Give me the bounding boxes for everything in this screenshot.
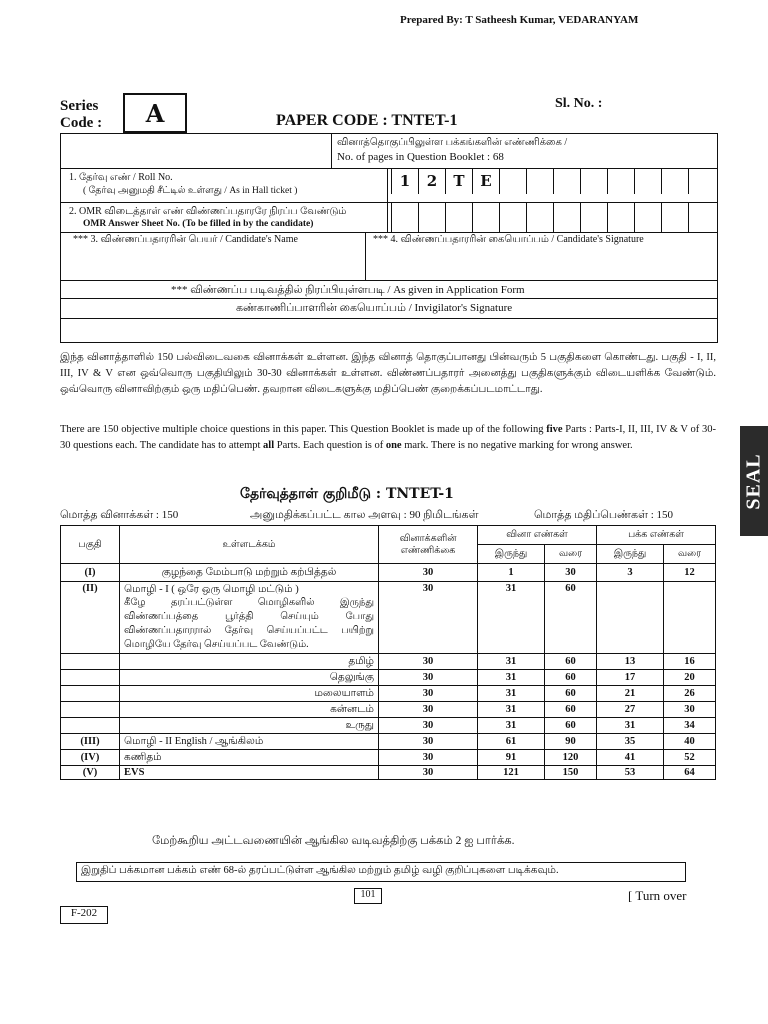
- language-selection-note: கீழே தரப்பட்டுள்ள மொழிகளில் இருந்து விண்ணப்பத்தை பூர்த்தி செய்யும் போது விண்ணப்பதாரரால் தேர்வு செய்யப்பட்ட பயிற்று மொழியே தேர்வு செய்யப்பட வேண்டும்.: [124, 597, 374, 650]
- serial-number-label: Sl. No. :: [555, 96, 603, 111]
- col-part: பகுதி: [61, 526, 120, 564]
- omr-number-cell[interactable]: [472, 202, 499, 232]
- table-row: (V) EVS 30 121 150 53 64: [61, 766, 716, 780]
- as-given-note: *** விண்ணப்ப படிவத்தில் நிரப்பியுள்ளபடி / As given in Application Form: [171, 284, 525, 296]
- table-row: உருது 30 31 60 31 34: [61, 718, 716, 734]
- table-row: தெலுங்கு 30 31 60 17 20: [61, 670, 716, 686]
- omr-number-cell[interactable]: [499, 202, 526, 232]
- col-pages: பக்க எண்கள்: [596, 526, 715, 545]
- omr-number-cell[interactable]: [391, 202, 418, 232]
- last-page-note: இறுதிப் பக்கமான பக்கம் எண் 68-ல் தரப்பட்டுள்ள ஆங்கில மற்றும் தமிழ் வழி குறிப்புகளை படிக்கவும்.: [76, 862, 686, 882]
- col-p-to: வரை: [664, 545, 716, 564]
- pages-count-en: No. of pages in Question Booklet : 68: [337, 151, 504, 163]
- col-count: வினாக்களின் எண்ணிக்கை: [379, 526, 478, 564]
- table-row: கன்னடம் 30 31 60 27 30: [61, 702, 716, 718]
- omr-number-cell[interactable]: [445, 202, 472, 232]
- roll-number-cell[interactable]: [499, 168, 526, 194]
- table-row: (III) மொழி - II English / ஆங்கிலம் 30 61 90 35 40: [61, 734, 716, 750]
- omr-number-cell[interactable]: [688, 202, 715, 232]
- col-p-from: இருந்து: [596, 545, 663, 564]
- prepared-by: Prepared By: T Satheesh Kumar, VEDARANYAM: [400, 14, 639, 26]
- form-code: F-202: [60, 906, 108, 924]
- invigilator-signature-field[interactable]: [61, 318, 717, 342]
- omr-label: 2. OMR விடைத்தாள் எண் விண்ணப்பதாரரே நிரப்ப வேண்டும்: [69, 206, 347, 217]
- total-marks: மொத்த மதிப்பெண்கள் : 150: [534, 509, 674, 521]
- col-content: உள்ளடக்கம்: [120, 526, 379, 564]
- candidate-name-label: *** 3. விண்ணப்பதாரரின் பெயர் / Candidate's Name: [73, 234, 298, 245]
- candidate-details-form: [60, 133, 718, 343]
- table-row: (II) மொழி - I ( ஒரே ஒரு மொழி மட்டும் ) கீழே தரப்பட்டுள்ள மொழிகளில் இருந்து விண்ணப்பத்தை பூர்த்தி செய்யும் போது விண்ணப்பதாரரால் தேர்வு செய்யப்பட்ட பயிற்று மொழியே தேர்வு செய்யப்பட வேண்டும். 30 31 60: [61, 582, 716, 654]
- roll-number-cell[interactable]: [661, 168, 688, 194]
- table-row: மலையாளம் 30 31 60 21 26: [61, 686, 716, 702]
- omr-sub: OMR Answer Sheet No. (To be filled in by the candidate): [83, 219, 314, 229]
- table-row: (IV) கணிதம் 30 91 120 41 52: [61, 750, 716, 766]
- turn-over: [ Turn over: [628, 888, 687, 903]
- roll-number-cell[interactable]: [580, 168, 607, 194]
- col-q-from: இருந்து: [478, 545, 545, 564]
- pages-count-ta: வினாத்தொகுப்பிலுள்ள பக்கங்களின் எண்ணிக்கை /: [337, 137, 568, 148]
- series-code-box: A: [123, 93, 187, 133]
- roll-number-cell[interactable]: 2: [418, 168, 445, 194]
- candidate-name-field[interactable]: [61, 246, 365, 280]
- omr-number-cell[interactable]: [526, 202, 553, 232]
- roll-number-cell[interactable]: [607, 168, 634, 194]
- instructions-tamil: இந்த வினாத்தாளில் 150 பல்விடைவகை வினாக்கள் உள்ளன. இந்த வினாத் தொகுப்பானது பின்வரும் 5 பகுதிகளை கொண்டது. பகுதி - I, II, III, IV & V என ஒவ்வொரு பகுதியிலும் 30-30 வினாக்கள் உள்ளன. விண்ணப்பதாரர் அனைத்து பகுதிகளுக்கும் விடையளிக்க வேண்டும். ஒவ்வொரு வினாவிற்கும் ஒரு மதிப்பெண். தவறான விடைகளுக்கு மதிப்பெண் குறைக்கப்படமாட்டாது.: [60, 352, 716, 395]
- roll-number-cell[interactable]: 1: [391, 168, 418, 194]
- roll-number-cell[interactable]: E: [472, 168, 499, 194]
- roll-number-cell[interactable]: T: [445, 168, 472, 194]
- invigilator-signature-label: கண்காணிப்பாளரின் கையொப்பம் / Invigilator's Signature: [236, 302, 513, 314]
- seal-tab: SEAL: [740, 426, 768, 536]
- omr-number-cell[interactable]: [418, 202, 445, 232]
- roll-no-sub: ( தேர்வு அனுமதி சீட்டில் உள்ளது / As in Hall ticket ): [83, 186, 298, 196]
- col-qno: வினா எண்கள்: [478, 526, 597, 545]
- roll-number-cell[interactable]: [634, 168, 661, 194]
- omr-number-cell[interactable]: [661, 202, 688, 232]
- candidate-signature-field[interactable]: [365, 246, 717, 280]
- omr-number-cell[interactable]: [634, 202, 661, 232]
- omr-number-cell[interactable]: [580, 202, 607, 232]
- paper-code: PAPER CODE : TNTET-1: [276, 112, 458, 129]
- roll-number-cell[interactable]: [526, 168, 553, 194]
- omr-number-cell[interactable]: [607, 202, 634, 232]
- english-version-note: மேற்கூறிய அட்டவணையின் ஆங்கில வடிவத்திற்கு பக்கம் 2 ஐ பார்க்க.: [152, 835, 515, 847]
- time-allowed: அனுமதிக்கப்பட்ட கால அளவு : 90 நிமிடங்கள்: [250, 509, 479, 521]
- instructions-english: There are 150 objective multiple choice questions in this paper. This Question Booklet is made up of the following five Parts : Parts-I, II, III, IV & V of 30-30 questions each. The candidate has to attempt all Parts. Each question is of one mark. There is no negative marking for wrong answer.: [60, 424, 716, 451]
- col-q-to: வரை: [545, 545, 597, 564]
- blueprint-table: [60, 525, 716, 780]
- roll-number-cell[interactable]: [688, 168, 715, 194]
- roll-number-cell[interactable]: [553, 168, 580, 194]
- total-questions: மொத்த வினாக்கள் : 150: [60, 509, 179, 521]
- candidate-signature-label: *** 4. விண்ணப்பதாரரின் கையொப்பம் / Candidate's Signature: [373, 234, 644, 245]
- omr-number-cell[interactable]: [553, 202, 580, 232]
- blueprint-title: தேர்வுத்தாள் குறிமீடு : TNTET-1: [240, 486, 454, 502]
- table-row: (I) குழந்தை மேம்பாடு மற்றும் கற்பித்தல் 30 1 30 3 12: [61, 564, 716, 582]
- series-code-label: Series Code :: [60, 98, 103, 131]
- page-number: 101: [354, 888, 382, 904]
- table-row: தமிழ் 30 31 60 13 16: [61, 654, 716, 670]
- roll-no-label: 1. தேர்வு எண் / Roll No.: [69, 172, 173, 183]
